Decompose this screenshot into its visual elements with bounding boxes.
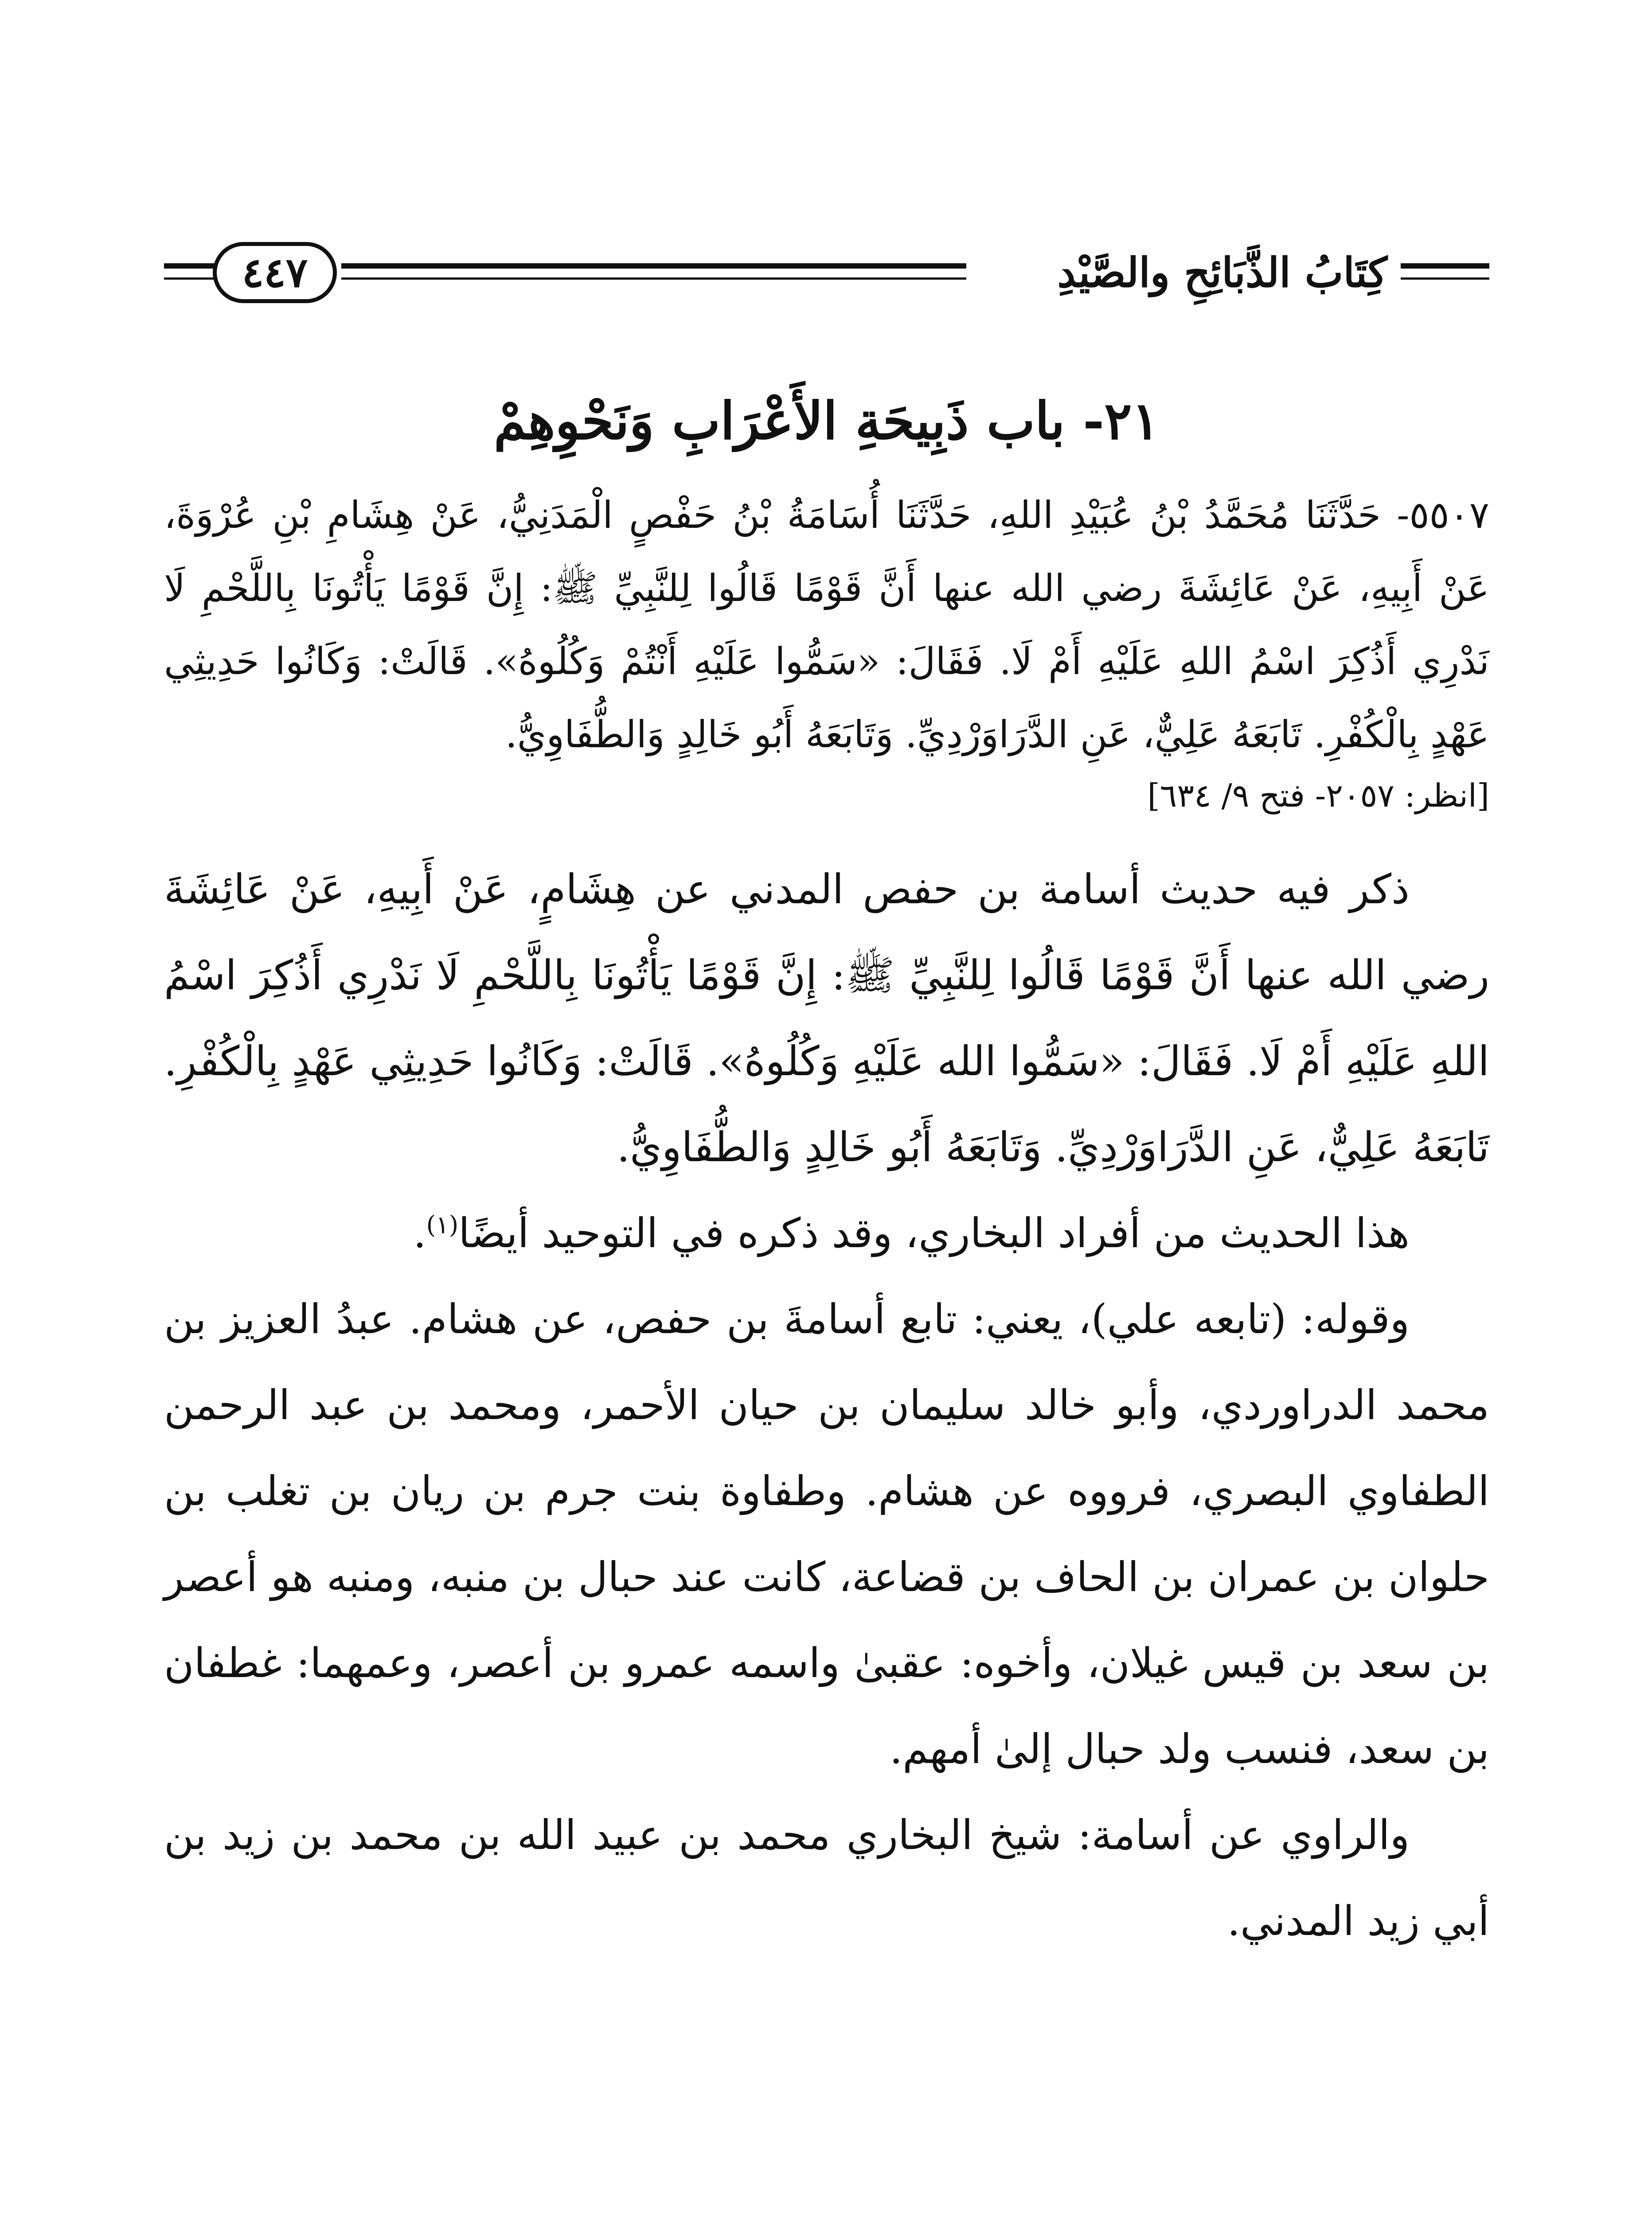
footnote-reference[interactable]: (١) (426, 1211, 459, 1240)
header-rule-left-top (164, 263, 217, 269)
chapter-title: ٢١- باب ذَبِيحَةِ الأَعْرَابِ وَنَحْوِهِمْ (494, 391, 1160, 451)
header-rule-right-top (1401, 263, 1489, 269)
hadith-reference: [انظر: ٢٠٥٧- فتح ٩/ ٦٣٤] (1147, 777, 1489, 814)
page-header (164, 239, 1489, 306)
header-rule-long-top (341, 263, 966, 269)
commentary-paragraph-2 (164, 1190, 1489, 1276)
commentary-paragraph-4: والراوي عن أسامة: شيخ البخاري محمد بن عبيد الله بن محمد بن زيد بن أبي زيد المدني. (164, 1811, 1489, 1945)
commentary-paragraph-1: ذكر فيه حديث أسامة بن حفص المدني عن هِشَامٍ، عَنْ أَبِيهِ، عَنْ عَائِشَةَ رضي الله عنها أَنَّ قَوْمًا قَالُوا لِلنَّبِيِّ ﷺ: إِنَّ قَوْمًا يَأْتُونَا بِاللَّحْمِ لَا نَدْرِي أَذُكِرَ اسْمُ اللهِ عَلَيْهِ أَمْ لَا. فَقَالَ: «سَمُّوا الله عَلَيْهِ وَكُلُوهُ». قَالَتْ: وَكَانُوا حَدِيثِي عَهْدٍ بِالْكُفْرِ. تَابَعَهُ عَلِيٌّ، عَنِ الدَّرَاوَرْدِيِّ. وَتَابَعَهُ أَبُو خَالِدٍ وَالطُّفَاوِيُّ. (164, 866, 1489, 1171)
running-title: كِتَابُ الذَّبَائِحِ والصَّيْدِ (1057, 249, 1387, 297)
paragraph-2-text: هذا الحديث من أفراد البخاري، وقد ذكره في التوحيد أيضًا (458, 1209, 1410, 1257)
header-rule-right-bottom (1401, 277, 1489, 280)
page-body (164, 381, 1489, 1964)
header-rule-left-bottom (164, 277, 217, 280)
commentary-paragraph-3: وقوله: (تابعه علي)، يعني: تابع أسامةَ بن حفص، عن هشام. عبدُ العزيز بن محمد الدراوردي، وأبو خالد سليمان بن حيان الأحمر، ومحمد بن عبد الرحمن الطفاوي البصري، فرووه عن هشام. وطفاوة بنت جرم بن ريان بن تغلب بن حلوان بن عمران بن الحاف بن قضاعة، كانت عند حبال بن منبه، ومنبه هو أعصر بن سعد بن قيس غيلان، وأخوه: عقبىٰ واسمه عمرو بن أعصر، وعمهما: غطفان بن سعد، فنسب ولد حبال إلىٰ أمهم. (164, 1295, 1490, 1773)
page-number: ٤٤٧ (242, 249, 308, 297)
hadith-text: ٥٥٠٧- حَدَّثَنَا مُحَمَّدُ بْنُ عُبَيْدِ اللهِ، حَدَّثَنَا أُسَامَةُ بْنُ حَفْصٍ الْمَدَنِيُّ، عَنْ هِشَامِ بْنِ عُرْوَةَ، عَنْ أَبِيهِ، عَنْ عَائِشَةَ رضي الله عنها أَنَّ قَوْمًا قَالُوا لِلنَّبِيِّ ﷺ: إِنَّ قَوْمًا يَأْتُونَا بِاللَّحْمِ لَا نَدْرِي أَذُكِرَ اسْمُ اللهِ عَلَيْهِ أَمْ لَا. فَقَالَ: «سَمُّوا عَلَيْهِ أَنْتُمْ وَكُلُوهُ». قَالَتْ: وَكَانُوا حَدِيثِي عَهْدٍ بِالْكُفْرِ. تَابَعَهُ عَلِيٌّ، عَنِ الدَّرَاوَرْدِيِّ. وَتَابَعَهُ أَبُو خَالِدٍ وَالطُّفَاوِيُّ. (164, 493, 1489, 756)
page-number-badge (213, 242, 337, 303)
header-rule-long-bottom (341, 277, 966, 280)
paragraph-2-end: . (413, 1209, 426, 1257)
